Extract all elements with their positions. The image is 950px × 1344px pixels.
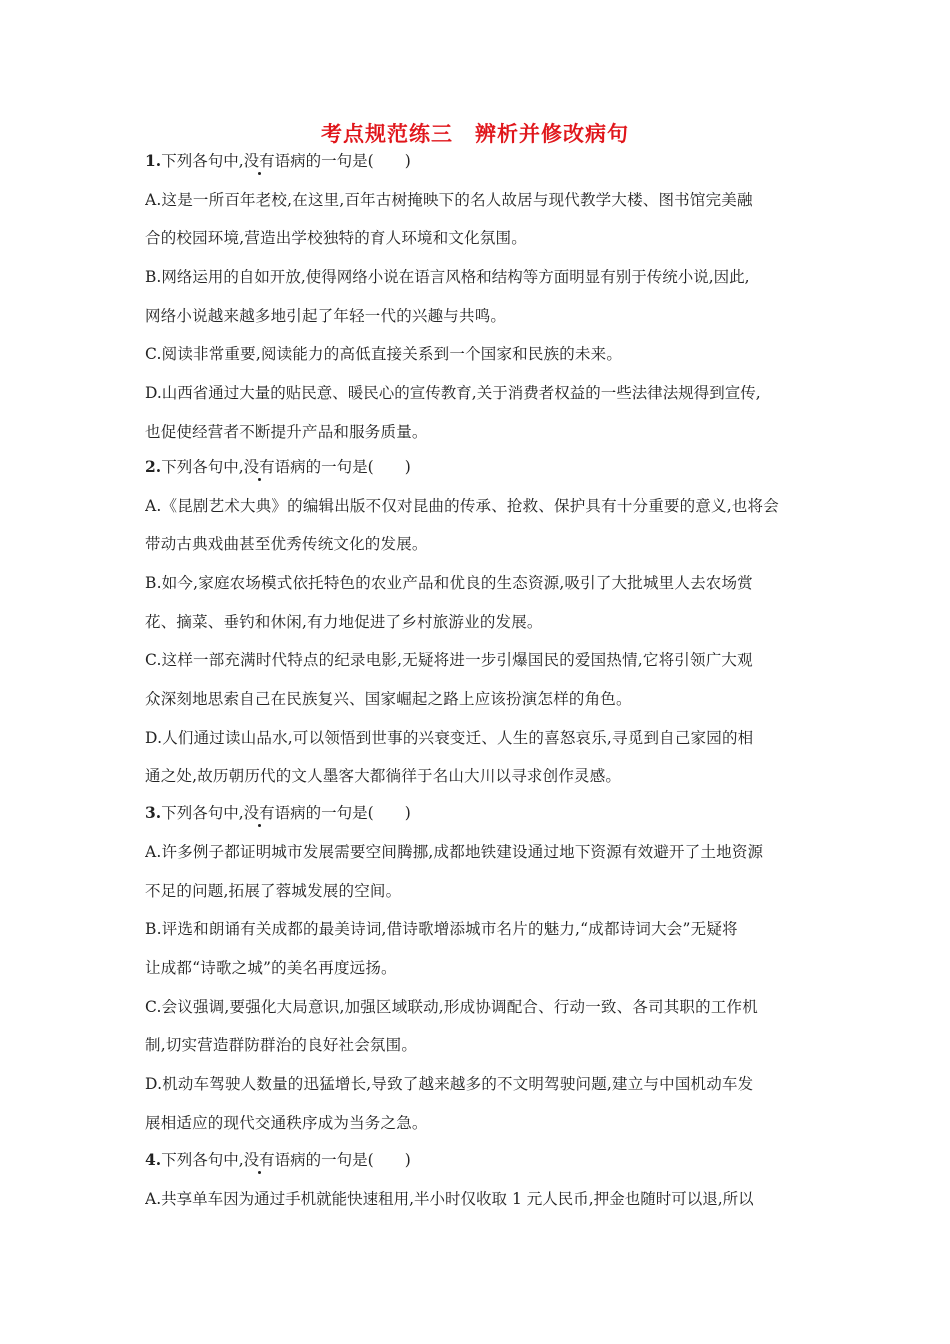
option-line: 众深刻地思索自己在民族复兴、国家崛起之路上应该扮演怎样的角色。: [145, 690, 632, 708]
option-line: D.机动车驾驶人数量的迅猛增长,导致了越来越多的不文明驾驶问题,建立与中国机动车发: [145, 1075, 754, 1093]
option-line: 合的校园环境,营造出学校独特的育人环境和文化氛围。: [145, 229, 527, 247]
option-line: C.这样一部充满时代特点的纪录电影,无疑将进一步引爆国民的爱国热情,它将引领广大观: [145, 651, 753, 669]
emphasis-dotted-text: 没有: [243, 1151, 275, 1169]
option-line: 带动古典戏曲甚至优秀传统文化的发展。: [145, 535, 428, 553]
question-3-stem: [145, 803, 411, 823]
stem-text: 语病的一句是( ): [274, 458, 411, 476]
option-line: B.评选和朗诵有关成都的最美诗词,借诗歌增添城市名片的魅力,“成都诗词大会”无疑将: [145, 920, 738, 938]
question-4-stem: [145, 1150, 411, 1170]
option-line: A.共享单车因为通过手机就能快速租用,半小时仅收取 1 元人民币,押金也随时可以退,所以: [145, 1190, 754, 1208]
option-line: 让成都“诗歌之城”的美名再度远扬。: [145, 959, 397, 977]
stem-text: 语病的一句是( ): [274, 804, 411, 822]
stem-text: 下列各句中,: [161, 458, 244, 476]
question-number: 3.: [145, 803, 162, 822]
option-line: 通之处,故历朝历代的文人墨客大都徜徉于名山大川以寻求创作灵感。: [145, 767, 622, 785]
option-line: B.如今,家庭农场模式依托特色的农业产品和优良的生态资源,吸引了大批城里人去农场赏: [145, 574, 753, 592]
page-title: 考点规范练三 辨析并修改病句: [321, 122, 629, 146]
option-line: A.许多例子都证明城市发展需要空间腾挪,成都地铁建设通过地下资源有效避开了土地资源: [145, 843, 764, 861]
question-1-stem: [145, 151, 411, 171]
option-line: 网络小说越来越多地引起了年轻一代的兴趣与共鸣。: [145, 307, 507, 325]
stem-text: 下列各句中,: [161, 152, 244, 170]
option-line: D.山西省通过大量的贴民意、暖民心的宣传教育,关于消费者权益的一些法律法规得到宣传,: [145, 384, 761, 402]
question-number: 1.: [145, 151, 162, 170]
option-line: B.网络运用的自如开放,使得网络小说在语言风格和结构等方面明显有别于传统小说,因此,: [145, 268, 750, 286]
question-number: 2.: [145, 457, 162, 476]
option-line: C.阅读非常重要,阅读能力的高低直接关系到一个国家和民族的未来。: [145, 345, 623, 363]
option-line: A.这是一所百年老校,在这里,百年古树掩映下的名人故居与现代教学大楼、图书馆完美融: [145, 191, 753, 209]
question-2-stem: [145, 457, 411, 477]
emphasis-dotted-text: 没有: [243, 458, 275, 476]
option-line: 展相适应的现代交通秩序成为当务之急。: [145, 1114, 428, 1132]
option-line: 制,切实营造群防群治的良好社会氛围。: [145, 1036, 418, 1054]
option-line: C.会议强调,要强化大局意识,加强区域联动,形成协调配合、行动一致、各司其职的工作机: [145, 998, 758, 1016]
stem-text: 下列各句中,: [161, 804, 244, 822]
emphasis-dotted-text: 没有: [243, 152, 275, 170]
option-line: 也促使经营者不断提升产品和服务质量。: [145, 423, 428, 441]
question-number: 4.: [145, 1150, 162, 1169]
stem-text: 下列各句中,: [161, 1151, 244, 1169]
option-line: D.人们通过读山品水,可以领悟到世事的兴衰变迁、人生的喜怒哀乐,寻觅到自己家园的相: [145, 729, 754, 747]
option-line: 不足的问题,拓展了蓉城发展的空间。: [145, 882, 402, 900]
option-line: 花、摘菜、垂钓和休闲,有力地促进了乡村旅游业的发展。: [145, 613, 543, 631]
option-line: A.《昆剧艺术大典》的编辑出版不仅对昆曲的传承、抢救、保护具有十分重要的意义,也将会: [145, 497, 779, 515]
stem-text: 语病的一句是( ): [274, 1151, 411, 1169]
emphasis-dotted-text: 没有: [243, 804, 275, 822]
stem-text: 语病的一句是( ): [274, 152, 411, 170]
